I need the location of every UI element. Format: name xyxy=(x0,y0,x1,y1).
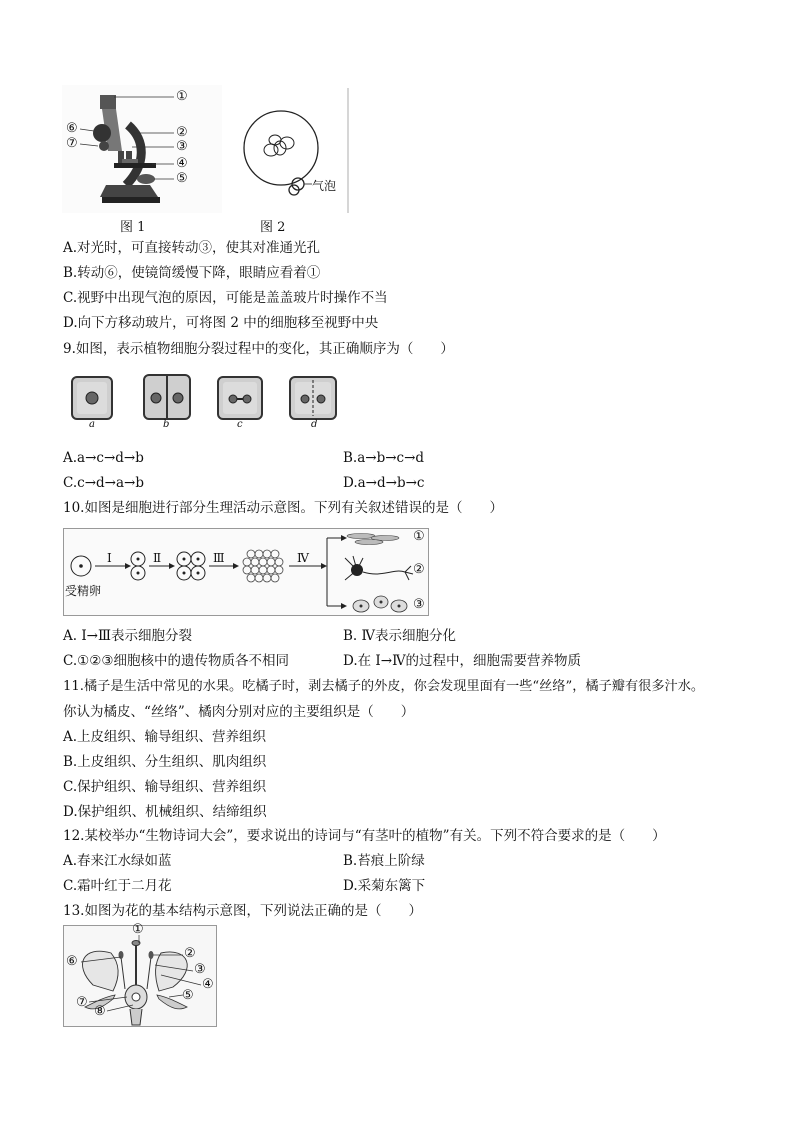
q12-option-b: B.苔痕上阶绿 xyxy=(343,853,425,869)
q12-option-d: D.采菊东篱下 xyxy=(343,878,426,894)
q10-option-a: A. Ⅰ→Ⅲ表示细胞分裂 xyxy=(63,628,192,644)
fig1-label-4: ④ xyxy=(176,156,188,171)
flower-label-4: ④ xyxy=(202,977,214,992)
q11-stem-line1: 11.橘子是生活中常见的水果。吃橘子时，剥去橘子的外皮，你会发现里面有一些“丝络”，橘子瓣有很多汁水。 xyxy=(63,679,705,694)
q9-option-c: C.c→d→a→b xyxy=(63,475,144,491)
flower-label-5: ⑤ xyxy=(182,988,194,1003)
fig1-caption: 图 1 xyxy=(120,220,146,235)
q8-option-a: A.对光时，可直接转动③，使其对准通光孔 xyxy=(63,240,321,256)
fig1-label-1: ① xyxy=(176,89,188,104)
q10-option-c: C.①②③细胞核中的遗传物质各不相同 xyxy=(63,653,289,669)
q8-option-b: B.转动⑥，使镜筒缓慢下降，眼睛应看着① xyxy=(63,265,321,281)
cell-label-d: d xyxy=(311,419,318,430)
q9-option-d: D.a→d→b→c xyxy=(343,475,425,491)
q10-stem: 10.如图是细胞进行部分生理活动示意图。下列有关叙述错误的是（ ） xyxy=(63,500,503,516)
outcome-label-1: ① xyxy=(413,529,425,544)
fig1-label-6: ⑥ xyxy=(66,121,78,136)
q12-stem: 12.某校举办“生物诗词大会”，要求说出的诗词与“有茎叶的植物”有关。下列不符合要求的是（ ） xyxy=(63,828,666,844)
cell-label-b: b xyxy=(163,419,170,430)
step-label-1: Ⅰ xyxy=(107,551,112,565)
q10-option-b: B. Ⅳ表示细胞分化 xyxy=(343,628,456,644)
q13-stem: 13.如图为花的基本结构示意图，下列说法正确的是（ ） xyxy=(63,903,422,919)
q11-stem-line2: 你认为橘皮、“丝络”、橘肉分别对应的主要组织是（ ） xyxy=(63,704,415,720)
outcome-label-3: ③ xyxy=(413,597,425,612)
q9-stem: 9.如图，表示植物细胞分裂过程中的变化，其正确顺序为（ ） xyxy=(63,341,454,357)
flower-label-3: ③ xyxy=(194,962,206,977)
fig1-label-5: ⑤ xyxy=(176,171,188,186)
step-label-2: Ⅱ xyxy=(153,551,162,565)
cell-label-a: a xyxy=(89,419,95,430)
q12-option-c: C.霜叶红于二月花 xyxy=(63,878,172,894)
fig1-label-7: ⑦ xyxy=(66,136,78,151)
flower-label-6: ⑥ xyxy=(66,954,78,969)
bubble-label: 气泡 xyxy=(312,179,337,193)
outcome-label-2: ② xyxy=(413,562,425,577)
step-label-3: Ⅲ xyxy=(213,551,225,565)
step-label-4: Ⅳ xyxy=(297,551,309,565)
flower-label-2: ② xyxy=(184,946,196,961)
fig1-label-2: ② xyxy=(176,125,188,140)
q11-option-a: A.上皮组织、输导组织、营养组织 xyxy=(63,729,267,745)
fig1-label-3: ③ xyxy=(176,139,188,154)
q11-option-c: C.保护组织、输导组织、营养组织 xyxy=(63,779,267,795)
q9-option-b: B.a→b→c→d xyxy=(343,450,425,466)
cell-development-figure xyxy=(63,528,429,616)
q11-option-b: B.上皮组织、分生组织、肌肉组织 xyxy=(63,754,267,770)
q11-option-d: D.保护组织、机械组织、结缔组织 xyxy=(63,804,267,820)
cell-label-c: c xyxy=(237,419,243,430)
q12-option-a: A.春来江水绿如蓝 xyxy=(63,853,172,869)
flower-label-7: ⑦ xyxy=(76,995,88,1010)
q8-option-d: D.向下方移动玻片，可将图 2 中的细胞移至视野中央 xyxy=(63,315,379,331)
q10-option-d: D.在 Ⅰ→Ⅳ的过程中，细胞需要营养物质 xyxy=(343,653,582,669)
flower-label-1: ① xyxy=(132,922,144,937)
microscope-figure xyxy=(62,85,222,213)
fig2-caption: 图 2 xyxy=(260,220,286,235)
zygote-label: 受精卵 xyxy=(65,584,102,598)
field-of-view-figure xyxy=(240,88,352,213)
q8-option-c: C.视野中出现气泡的原因，可能是盖盖玻片时操作不当 xyxy=(63,290,388,306)
q9-option-a: A.a→c→d→b xyxy=(63,450,144,466)
flower-label-8: ⑧ xyxy=(94,1004,106,1019)
